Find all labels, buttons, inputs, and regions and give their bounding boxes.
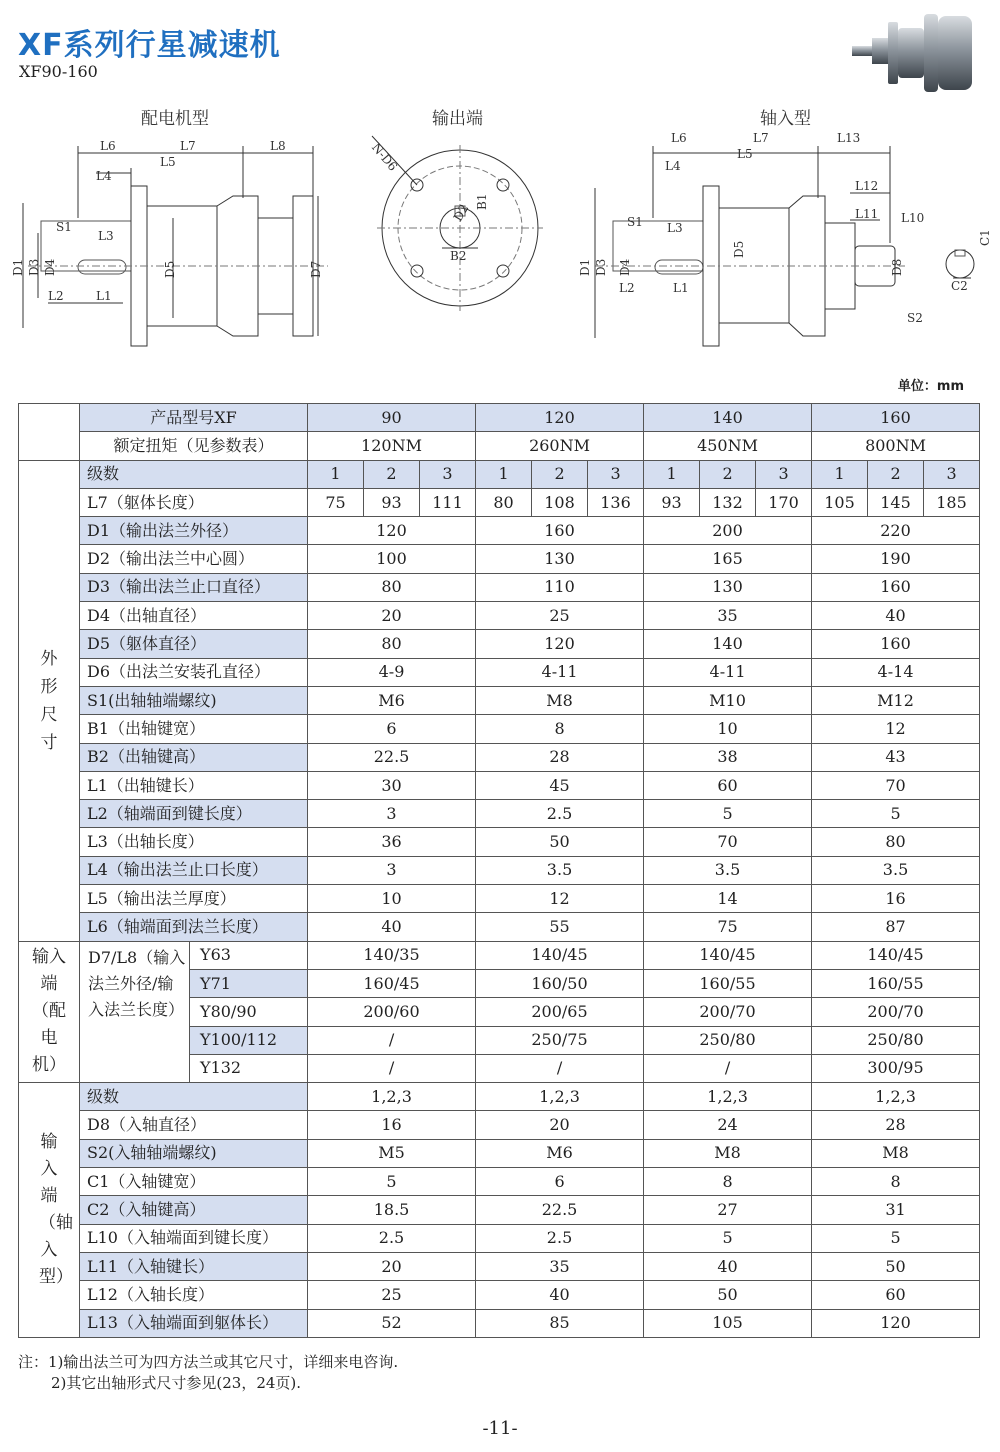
motor-dim-label: D7 [309, 260, 323, 278]
output-dim-label: D2 [450, 201, 472, 224]
table-row [19, 658, 980, 686]
table-row [19, 885, 980, 913]
table-cell: 40 [812, 602, 980, 630]
table-cell: 110 [476, 573, 644, 601]
table-cell: D6（出法兰安装孔直径） [80, 658, 308, 686]
motor-dim-label: L5 [160, 155, 176, 169]
table-cell: 额定扭矩（见参数表） [80, 432, 308, 460]
input-dim-label: D8 [890, 258, 904, 276]
table-cell: C2（入轴键高） [80, 1196, 308, 1224]
table-cell: 160 [812, 404, 980, 432]
table-row [19, 941, 980, 969]
diagram-title-input: 轴入型 [760, 109, 811, 129]
page-title: XF系列行星减速机 [18, 28, 281, 63]
table-cell: 130 [476, 545, 644, 573]
table-cell: 3 [420, 460, 476, 488]
table-cell: 1 [644, 460, 700, 488]
table-cell: 80 [308, 630, 476, 658]
table-cell: 3 [308, 800, 476, 828]
table-cell: 160 [476, 517, 644, 545]
table-cell: 120 [476, 404, 644, 432]
table-cell: M8 [476, 686, 644, 714]
table-row [19, 1196, 980, 1224]
table-cell: 75 [308, 488, 364, 516]
motor-dim-label: L8 [270, 139, 286, 153]
table-row [19, 686, 980, 714]
group-label-text: 输入端（配电机） [32, 947, 66, 1076]
table-cell: 165 [644, 545, 812, 573]
table-cell: M10 [644, 686, 812, 714]
table-cell: M6 [308, 686, 476, 714]
motor-dim-label: D1 [11, 258, 25, 276]
input-dim-label: D1 [578, 258, 592, 276]
table-cell: 140 [644, 630, 812, 658]
table-cell: 140/45 [644, 941, 812, 969]
table-cell: 52 [308, 1309, 476, 1337]
table-cell: Y80/90 [190, 998, 308, 1026]
table-cell: 25 [308, 1281, 476, 1309]
table-cell: L3（出轴长度） [80, 828, 308, 856]
table-cell: 40 [476, 1281, 644, 1309]
table-cell: M8 [812, 1139, 980, 1167]
table-cell: 145 [868, 488, 924, 516]
table-row [19, 1111, 980, 1139]
table-cell: 14 [644, 885, 812, 913]
table-cell: 1 [476, 460, 532, 488]
table-cell: 1,2,3 [644, 1083, 812, 1111]
table-row [19, 1281, 980, 1309]
table-cell: D5（躯体直径） [80, 630, 308, 658]
table-cell: 2 [532, 460, 588, 488]
table-cell: 260NM [476, 432, 644, 460]
table-row [19, 913, 980, 941]
input-dim-label: L11 [855, 207, 879, 221]
table-cell: 55 [476, 913, 644, 941]
motor-dim-label: L7 [180, 139, 196, 153]
input-dim-label: S2 [907, 311, 923, 325]
table-cell: 5 [308, 1168, 476, 1196]
table-row [19, 573, 980, 601]
unit-label: 单位：mm [897, 379, 964, 394]
table-cell: C1（入轴键宽） [80, 1168, 308, 1196]
table-cell: 5 [812, 1224, 980, 1252]
table-row [19, 517, 980, 545]
page-number: -11- [482, 1418, 518, 1439]
table-cell: 45 [476, 771, 644, 799]
table-cell: Y63 [190, 941, 308, 969]
table-cell: 3 [756, 460, 812, 488]
note-1: 注：1)输出法兰可为四方法兰或其它尺寸，详细来电咨询. [18, 1353, 399, 1371]
table-cell: L10（入轴端面到键长度） [80, 1224, 308, 1252]
table-cell: 1 [308, 460, 364, 488]
table-cell: 200/70 [812, 998, 980, 1026]
input-dim-label: L2 [619, 281, 635, 295]
input-dim-label: L10 [901, 211, 925, 225]
table-cell: 185 [924, 488, 980, 516]
table-cell: 160 [812, 573, 980, 601]
table-row [19, 1309, 980, 1337]
table-cell: L13（入轴端面到躯体长） [80, 1309, 308, 1337]
group-label-text: 外形尺寸 [40, 648, 58, 753]
table-cell: 20 [308, 602, 476, 630]
table-cell: 140/45 [476, 941, 644, 969]
page-subtitle: XF90-160 [19, 62, 98, 81]
table-cell: M5 [308, 1139, 476, 1167]
table-row [19, 1083, 980, 1111]
table-cell: 136 [588, 488, 644, 516]
table-cell: 450NM [644, 432, 812, 460]
table-cell: 25 [476, 602, 644, 630]
input-dim-label: S1 [627, 215, 643, 229]
table-cell: 170 [756, 488, 812, 516]
table-cell: 1,2,3 [812, 1083, 980, 1111]
table-cell: 5 [644, 1224, 812, 1252]
table-row [19, 856, 980, 884]
table-cell: 300/95 [812, 1054, 980, 1082]
table-cell: D8（入轴直径） [80, 1111, 308, 1139]
table-cell: L2（轴端面到键长度） [80, 800, 308, 828]
table-cell: 70 [812, 771, 980, 799]
table-cell: 250/75 [476, 1026, 644, 1054]
table-cell: S1(出轴轴端螺纹) [80, 686, 308, 714]
table-cell: 250/80 [812, 1026, 980, 1054]
table-cell: 10 [644, 715, 812, 743]
table-cell: 30 [308, 771, 476, 799]
input-dim-label: L4 [665, 159, 681, 173]
table-cell: 5 [644, 800, 812, 828]
table-row [19, 404, 980, 432]
table-cell: D1（输出法兰外径） [80, 517, 308, 545]
table-cell: 120 [812, 1309, 980, 1337]
input-dim-label: L1 [673, 281, 689, 295]
table-cell: 90 [308, 404, 476, 432]
table-cell: 2.5 [476, 1224, 644, 1252]
table-cell: D3（输出法兰止口直径） [80, 573, 308, 601]
table-row [19, 602, 980, 630]
motor-dim-label: D3 [27, 258, 41, 276]
table-cell: 93 [364, 488, 420, 516]
table-cell: 50 [812, 1252, 980, 1280]
table-cell: 22.5 [308, 743, 476, 771]
table-cell: 16 [812, 885, 980, 913]
table-cell: 16 [308, 1111, 476, 1139]
table-cell: L7（躯体长度） [80, 488, 308, 516]
table-cell: 28 [476, 743, 644, 771]
table-cell: 4-14 [812, 658, 980, 686]
table-cell: 22.5 [476, 1196, 644, 1224]
table-row [19, 743, 980, 771]
table-cell: 60 [644, 771, 812, 799]
table-cell: 级数 [80, 460, 308, 488]
table-cell: 8 [644, 1168, 812, 1196]
table-cell: Y100/112 [190, 1026, 308, 1054]
table-cell [19, 404, 80, 461]
notes [18, 1352, 398, 1394]
output-end-diagram [362, 128, 552, 318]
table-cell: 100 [308, 545, 476, 573]
table-row [19, 800, 980, 828]
table-cell: 12 [812, 715, 980, 743]
table-cell: 4-11 [476, 658, 644, 686]
table-cell: 8 [476, 715, 644, 743]
table-cell: 1 [812, 460, 868, 488]
input-dim-label: C2 [951, 279, 968, 293]
table-cell: M12 [812, 686, 980, 714]
input-dim-label: L6 [671, 131, 687, 145]
motor-dim-label: L6 [100, 139, 116, 153]
input-dim-label: C1 [978, 229, 992, 246]
motor-dim-label: L3 [98, 229, 114, 243]
table-cell: 20 [308, 1252, 476, 1280]
table-cell: 130 [644, 573, 812, 601]
table-cell: 35 [644, 602, 812, 630]
table-cell: S2(入轴轴端螺纹) [80, 1139, 308, 1167]
table-cell: Y71 [190, 969, 308, 997]
table-cell: 1,2,3 [308, 1083, 476, 1111]
table-cell: 250/80 [644, 1026, 812, 1054]
table-cell: 50 [476, 828, 644, 856]
input-dim-label: D4 [618, 258, 632, 276]
table-cell: 40 [308, 913, 476, 941]
table-cell: 60 [812, 1281, 980, 1309]
motor-dim-label: D5 [163, 260, 177, 278]
table-cell: 3.5 [644, 856, 812, 884]
table-cell: B2（出轴键高） [80, 743, 308, 771]
table-cell: 120 [476, 630, 644, 658]
table-cell: 2 [364, 460, 420, 488]
output-dim-label: B2 [450, 249, 467, 263]
diagram-title-output: 输出端 [432, 109, 483, 129]
table-cell: 3 [308, 856, 476, 884]
table-cell: 43 [812, 743, 980, 771]
table-cell: 36 [308, 828, 476, 856]
table-cell: 31 [812, 1196, 980, 1224]
table-cell: 87 [812, 913, 980, 941]
table-cell: 140/35 [308, 941, 476, 969]
table-cell: 120 [308, 517, 476, 545]
table-cell: 20 [476, 1111, 644, 1139]
motor-dim-label: L2 [48, 289, 64, 303]
table-cell: 160/55 [644, 969, 812, 997]
table-cell: 220 [812, 517, 980, 545]
table-cell: 3 [924, 460, 980, 488]
table-cell: L4（输出法兰止口长度） [80, 856, 308, 884]
motor-dim-label: L4 [96, 169, 112, 183]
table-cell: 160 [812, 630, 980, 658]
table-cell: 160/55 [812, 969, 980, 997]
note-2: 2)其它出轴形式尺寸参见(23，24页). [51, 1374, 302, 1392]
input-dim-label: L5 [737, 147, 753, 161]
table-cell: 85 [476, 1309, 644, 1337]
input-dim-label: D5 [732, 240, 746, 258]
input-dim-label: L13 [837, 131, 861, 145]
table-cell: 75 [644, 913, 812, 941]
table-cell: 28 [812, 1111, 980, 1139]
table-cell: / [308, 1026, 476, 1054]
table-cell: 93 [644, 488, 700, 516]
table-cell: 2 [700, 460, 756, 488]
table-cell: / [308, 1054, 476, 1082]
output-dim-label: N-D6 [368, 140, 401, 174]
motor-type-diagram [8, 128, 338, 358]
table-cell: 35 [476, 1252, 644, 1280]
table-cell: B1（出轴键宽） [80, 715, 308, 743]
input-shaft-diagram [575, 128, 995, 358]
motor-dim-label: S1 [56, 220, 72, 234]
table-cell: 70 [644, 828, 812, 856]
table-cell: 10 [308, 885, 476, 913]
table-cell: 105 [812, 488, 868, 516]
table-row [19, 432, 980, 460]
table-cell: 24 [644, 1111, 812, 1139]
table-cell: 200/70 [644, 998, 812, 1026]
table-row [19, 828, 980, 856]
table-cell: / [476, 1054, 644, 1082]
table-cell: 132 [700, 488, 756, 516]
table-cell: Y132 [190, 1054, 308, 1082]
product-photo [850, 8, 975, 98]
table-cell: 6 [476, 1168, 644, 1196]
table-cell: 3 [588, 460, 644, 488]
input-dim-label: L7 [753, 131, 769, 145]
table-cell: 190 [812, 545, 980, 573]
motor-dim-label: D4 [43, 258, 57, 276]
table-cell: 4-11 [644, 658, 812, 686]
table-cell: 2.5 [476, 800, 644, 828]
table-cell: 38 [644, 743, 812, 771]
table-cell: 18.5 [308, 1196, 476, 1224]
table-cell: 12 [476, 885, 644, 913]
table-cell: 80 [308, 573, 476, 601]
table-row [19, 630, 980, 658]
table-cell: M6 [476, 1139, 644, 1167]
input-dim-label: L12 [855, 179, 879, 193]
table-cell: 120NM [308, 432, 476, 460]
table-cell: 800NM [812, 432, 980, 460]
input-dim-label: D3 [594, 258, 608, 276]
table-cell: 200/60 [308, 998, 476, 1026]
input-dim-label: L3 [667, 221, 683, 235]
table-row [19, 771, 980, 799]
table-row [19, 1139, 980, 1167]
table-cell: L6（轴端面到法兰长度） [80, 913, 308, 941]
spec-table [18, 403, 980, 1338]
table-cell: 级数 [80, 1083, 308, 1111]
table-cell: 1,2,3 [476, 1083, 644, 1111]
table-row [19, 1252, 980, 1280]
table-cell: 80 [476, 488, 532, 516]
table-cell: 200/65 [476, 998, 644, 1026]
table-cell: 200 [644, 517, 812, 545]
table-cell: 108 [532, 488, 588, 516]
group-label-shaft [19, 1083, 80, 1338]
group-label-text: 输入端（轴入型） [39, 1131, 73, 1287]
motor-dim-label: L1 [96, 289, 112, 303]
table-cell: 2 [868, 460, 924, 488]
table-cell: 160/45 [308, 969, 476, 997]
table-cell: / [644, 1054, 812, 1082]
motor-flange-label: D7/L8（输入法兰外径/输入法兰长度） [80, 941, 190, 1082]
table-cell: 140 [644, 404, 812, 432]
table-cell: 111 [420, 488, 476, 516]
table-cell: L12（入轴长度） [80, 1281, 308, 1309]
table-row [19, 715, 980, 743]
table-cell: L11（入轴键长） [80, 1252, 308, 1280]
table-cell: 140/45 [812, 941, 980, 969]
table-cell: 5 [812, 800, 980, 828]
table-cell: M8 [644, 1139, 812, 1167]
table-cell: 160/50 [476, 969, 644, 997]
table-cell: 6 [308, 715, 476, 743]
table-cell: 40 [644, 1252, 812, 1280]
table-row [19, 1168, 980, 1196]
table-cell: 4-9 [308, 658, 476, 686]
table-cell: L1（出轴键长） [80, 771, 308, 799]
table-cell: 3.5 [812, 856, 980, 884]
group-label-motor [19, 941, 80, 1082]
group-label-outer [19, 460, 80, 941]
table-cell: 8 [812, 1168, 980, 1196]
table-cell: 3.5 [476, 856, 644, 884]
table-row [19, 1224, 980, 1252]
table-row [19, 460, 980, 488]
output-dim-label: B1 [475, 193, 489, 210]
diagram-title-motor: 配电机型 [141, 109, 209, 129]
table-cell: L5（输出法兰厚度） [80, 885, 308, 913]
table-cell: 50 [644, 1281, 812, 1309]
table-row [19, 545, 980, 573]
table-cell: 80 [812, 828, 980, 856]
table-cell: D2（输出法兰中心圆） [80, 545, 308, 573]
table-cell: D4（出轴直径） [80, 602, 308, 630]
table-cell: 2.5 [308, 1224, 476, 1252]
table-cell: 27 [644, 1196, 812, 1224]
table-row [19, 488, 980, 516]
table-cell: 105 [644, 1309, 812, 1337]
table-cell: 产品型号XF [80, 404, 308, 432]
